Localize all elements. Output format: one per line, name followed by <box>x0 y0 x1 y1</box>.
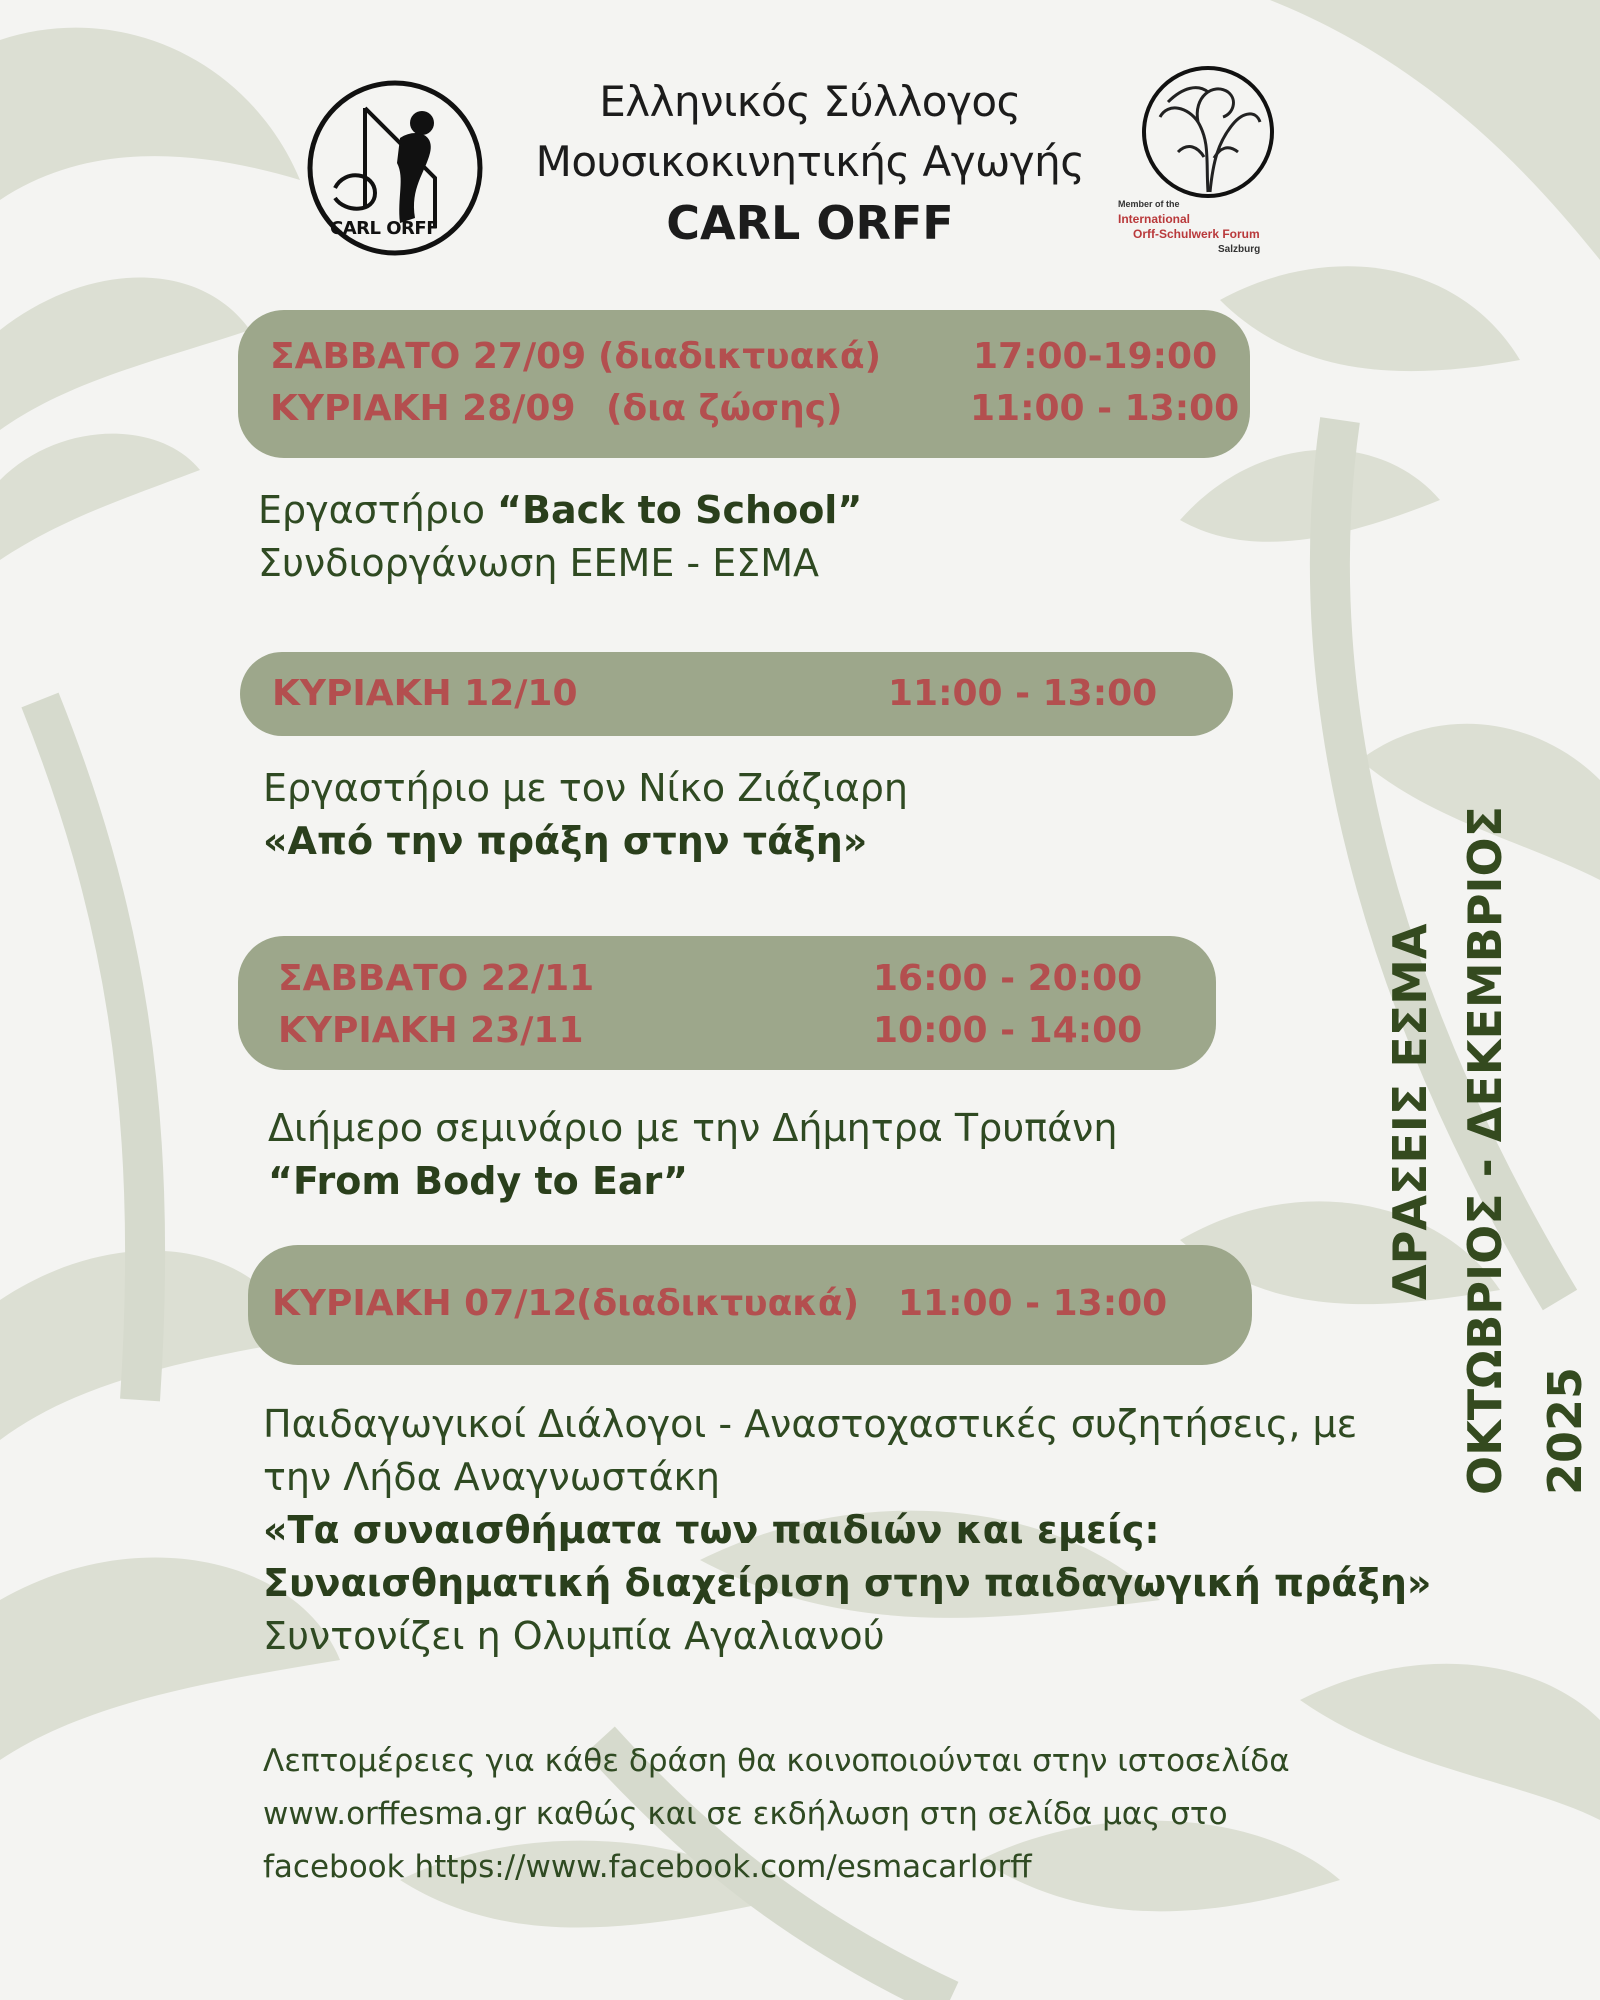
event-1-row-1: ΣΑΒΒΑΤΟ 27/09 (διαδικτυακά) 17:00-19:00 <box>270 336 1218 377</box>
footer-note: Λεπτομέρειες για κάθε δράση θα κοινοποιούνται στην ιστοσελίδα www.orffesma.gr καθώς και σε εκδήλωση στη σελίδα μας στο facebook https://www.facebook.com/esmacarlorff <box>263 1743 1290 1885</box>
event-1-row-2: ΚΥΡΙΑΚΗ 28/09 (δια ζώσης) 11:00 - 13:00 <box>270 388 1240 429</box>
event-4-description: Παιδαγωγικοί Διάλογοι - Αναστοχαστικές συζητήσεις, με την Λήδα Αναγνωστάκη «Τα συναισθήματα των παιδιών και εμείς: Συναισθηματική διαχείριση στην παιδαγωγική πράξη» Συντονίζει η Ολυμπία Αγαλιανού <box>263 1402 1432 1658</box>
event-1-schedule <box>238 310 1250 458</box>
event-3-row-2: ΚΥΡΙΑΚΗ 23/11 10:00 - 14:00 <box>278 1010 1143 1051</box>
event-2-schedule <box>240 652 1233 736</box>
title-line-3: CARL ORFF <box>666 196 954 250</box>
event-3-row-1: ΣΑΒΒΑΤΟ 22/11 16:00 - 20:00 <box>278 958 1143 999</box>
side-title <box>1375 680 1592 1520</box>
forum-membership-caption: Member of the International Orff-Schulwerk Forum Salzburg <box>1118 199 1261 255</box>
event-4-row-1: ΚΥΡΙΑΚΗ 07/12 (διαδικτυακά) 11:00 - 13:00 <box>272 1283 1168 1324</box>
side-title-line-2: ΟΚΤΩΒΡΙΟΣ - ΔΕΚΕΜΒΡΙΟΣ 2025 <box>1458 805 1592 1495</box>
title-line-1: Ελληνικός Σύλλογος <box>599 77 1021 126</box>
left-logo-caption: CARL ORFF <box>330 218 438 239</box>
event-2-row-1: ΚΥΡΙΑΚΗ 12/10 11:00 - 13:00 <box>272 673 1158 714</box>
event-3-description: Διήμερο σεμινάριο με την Δήμητρα Τρυπάνη “From Body to Ear” <box>268 1106 1118 1203</box>
title-line-2: Μουσικοκινητικής Αγωγής <box>535 137 1085 186</box>
organization-title <box>520 72 1100 254</box>
event-4-schedule <box>248 1245 1252 1365</box>
event-1-description: Εργαστήριο “Back to School” Συνδιοργάνωση ΕΕΜΕ - ΕΣΜΑ <box>258 488 863 585</box>
event-3-schedule <box>238 936 1216 1070</box>
side-title-line-1: ΔΡΑΣΕΙΣ ΕΣΜΑ <box>1383 923 1437 1300</box>
event-2-description: Εργαστήριο με τον Νίκο Ζιάζιαρη «Από την πράξη στην τάξη» <box>263 766 908 863</box>
orff-schulwerk-forum-logo <box>1138 62 1278 202</box>
